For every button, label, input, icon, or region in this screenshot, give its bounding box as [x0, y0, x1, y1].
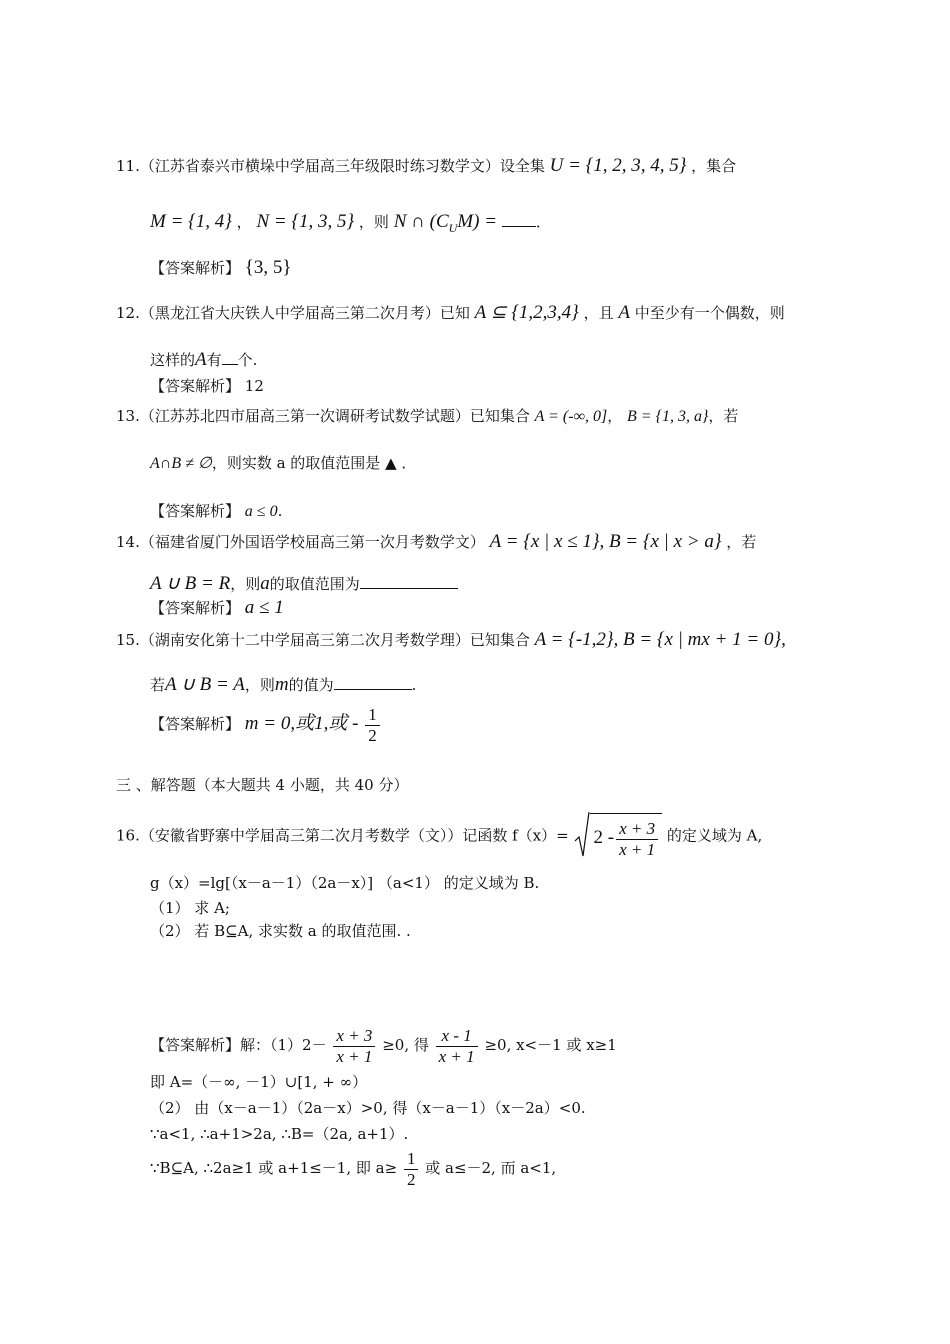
q16-sol1a: 解：（1）2－: [240, 1036, 327, 1054]
q14-line1: [116, 532, 756, 552]
q15-line1: [116, 630, 786, 650]
q13-answer-end: .: [277, 502, 283, 520]
q11-answer: [150, 258, 292, 278]
q12-line2b: 有: [206, 351, 222, 369]
q12-line1: [116, 303, 785, 323]
q15-answer-value: m = 0,或1,或 -: [244, 713, 359, 734]
q12-answer-value: 12: [244, 377, 264, 395]
q14-answer-value: a ≤ 1: [244, 597, 284, 618]
q16-line2: g（x）=lg[（x－a－1）（2a－x）] （a<1） 的定义域为 B.: [150, 874, 540, 892]
q15-line2c: 的值为: [288, 676, 334, 694]
q12-intro: 12.（黑龙江省大庆铁人中学届高三第二次月考）已知: [116, 304, 470, 322]
q15-line2: [150, 675, 416, 695]
q11-N-set: N = {1, 3, 5}: [256, 211, 355, 232]
q12-answer: [150, 376, 264, 396]
q14-condition: A ∪ B = R: [150, 573, 231, 594]
q13-line2-text: ，则实数 a 的取值范围是 ▲ ．: [211, 454, 417, 472]
answer-label: 【答案解析】: [150, 599, 241, 617]
q15-blank: [334, 689, 412, 690]
q12-line2c: 个.: [237, 351, 258, 369]
q11-blank: [502, 226, 536, 227]
q16-sqrt-expression: 2 - $\frac{x + 3}{x + 1}$: [574, 813, 663, 860]
q13-condition: A∩B ≠ ∅: [150, 455, 212, 472]
q12-line2a: 这样的: [150, 351, 196, 369]
q16-frac3: $\frac{1}{2}$: [404, 1149, 419, 1190]
q16-solution-line1: [150, 1023, 617, 1067]
q14-intro: 14.（福建省厦门外国语学校届高三第一次月考数学文）: [116, 533, 485, 551]
q15-answer: [150, 702, 382, 746]
q14-line2: [150, 574, 458, 594]
q16-solution-line5: [150, 1146, 556, 1190]
q16-frac1: $\frac{x + 3}{x + 1}$: [333, 1026, 375, 1067]
q15-sets: A = {-1,2}, B = {x | mx + 1 = 0},: [534, 629, 786, 650]
q12-blank: [222, 364, 238, 365]
q11-end: ．: [535, 213, 551, 231]
q13-comma: ，: [607, 407, 623, 425]
q11-sep: ，: [236, 213, 252, 231]
q12-A-2: A: [195, 349, 207, 370]
q12-tail: 中至少有一个偶数，则: [634, 304, 785, 322]
q16-sol1b: ≥0, 得: [382, 1036, 429, 1054]
q11-line1: [116, 156, 736, 176]
q13-line1: [116, 406, 738, 427]
q12-A-subset: A ⊆ {1,2,3,4}: [474, 302, 579, 323]
q15-m: m: [274, 674, 289, 695]
q12-A: A: [618, 302, 630, 323]
sqrt-icon: [574, 811, 590, 859]
q16-frac2: $\frac{x - 1}{x + 1}$: [436, 1026, 478, 1067]
q14-blank: [360, 588, 458, 589]
q13-answer-value: a ≤ 0: [244, 503, 278, 520]
q14-sets: A = {x | x ≤ 1}, B = {x | x > a}: [489, 531, 722, 552]
answer-label: 【答案解析】: [150, 715, 241, 733]
q13-tail: ，若: [708, 407, 739, 425]
q14-a: a: [260, 573, 270, 594]
q11-expression: N ∩ $(C_UM)$ =: [393, 211, 498, 235]
q15-line2d: .: [411, 676, 417, 694]
q13-B-set: B = {1, 3, a}: [627, 408, 709, 425]
q15-line2a: 若: [150, 676, 166, 694]
q15-condition: A ∪ B = A: [165, 674, 245, 695]
q11-tail: ，集合: [691, 157, 737, 175]
q13-intro: 13.（江苏苏北四市届高三第一次调研考试数学试题）已知集合: [116, 407, 530, 425]
q11-line2: [150, 212, 551, 238]
q11-then: ，则: [358, 213, 389, 231]
q12-line2: [150, 350, 257, 370]
q16-sol1c: ≥0, x<－1 或 x≥1: [484, 1036, 617, 1054]
q14-answer: [150, 598, 284, 618]
q12-mid: ，且: [583, 304, 614, 322]
q16-item2: （2） 若 B⊆A, 求实数 a 的取值范围. .: [150, 922, 411, 940]
answer-label: 【答案解析】: [150, 377, 241, 395]
q14-tail: ，若: [726, 533, 757, 551]
q14-line2a: ，则: [230, 575, 261, 593]
q13-answer: [150, 501, 282, 522]
q16-solution-line4: ∵a<1, ∴a+1>2a, ∴B=（2a, a+1）.: [150, 1125, 409, 1143]
q15-answer-fraction: $\frac{1}{2}$: [365, 705, 380, 746]
q16-item1: （1） 求 A;: [150, 899, 230, 917]
q13-line2: [150, 453, 416, 474]
q11-intro: 11.（江苏省泰兴市横垛中学届高三年级限时练习数学文）设全集: [116, 157, 545, 175]
q16-solution-line2: 即 A=（－∞, －1）∪[1, + ∞）: [150, 1073, 368, 1091]
q16-solution-line3: （2） 由（x－a－1）（2a－x）>0, 得（x－a－1）（x－2a）<0.: [150, 1099, 586, 1117]
answer-label: 【答案解析】: [150, 1036, 241, 1054]
q15-line2b: ，则: [244, 676, 275, 694]
q13-A-set: A = (-∞, 0]: [534, 408, 608, 425]
section-heading: 三 、解答题（本大题共 4 小题，共 40 分）: [116, 776, 409, 794]
q15-intro: 15.（湖南安化第十二中学届高三第二次月考数学理）已知集合: [116, 631, 530, 649]
q16-line1: [116, 813, 762, 860]
q16-intro: 16.（安徽省野寨中学届高三第二次月考数学（文））记函数 f（x）=: [116, 826, 569, 845]
q16-sol5b: 或 a≤－2, 而 a<1,: [425, 1159, 557, 1177]
q16-sol5a: ∵B⊆A, ∴2a≥1 或 a+1≤－1, 即 a≥: [150, 1159, 398, 1177]
answer-label: 【答案解析】: [150, 502, 241, 520]
answer-label: 【答案解析】: [150, 259, 241, 277]
q11-M-set: M = {1, 4}: [150, 211, 232, 232]
q11-answer-value: {3, 5}: [244, 257, 292, 278]
q16-intro-tail: 的定义域为 A,: [666, 826, 763, 845]
q14-line2b: 的取值范围为: [269, 575, 360, 593]
q11-U-set: U = {1, 2, 3, 4, 5}: [549, 155, 687, 176]
